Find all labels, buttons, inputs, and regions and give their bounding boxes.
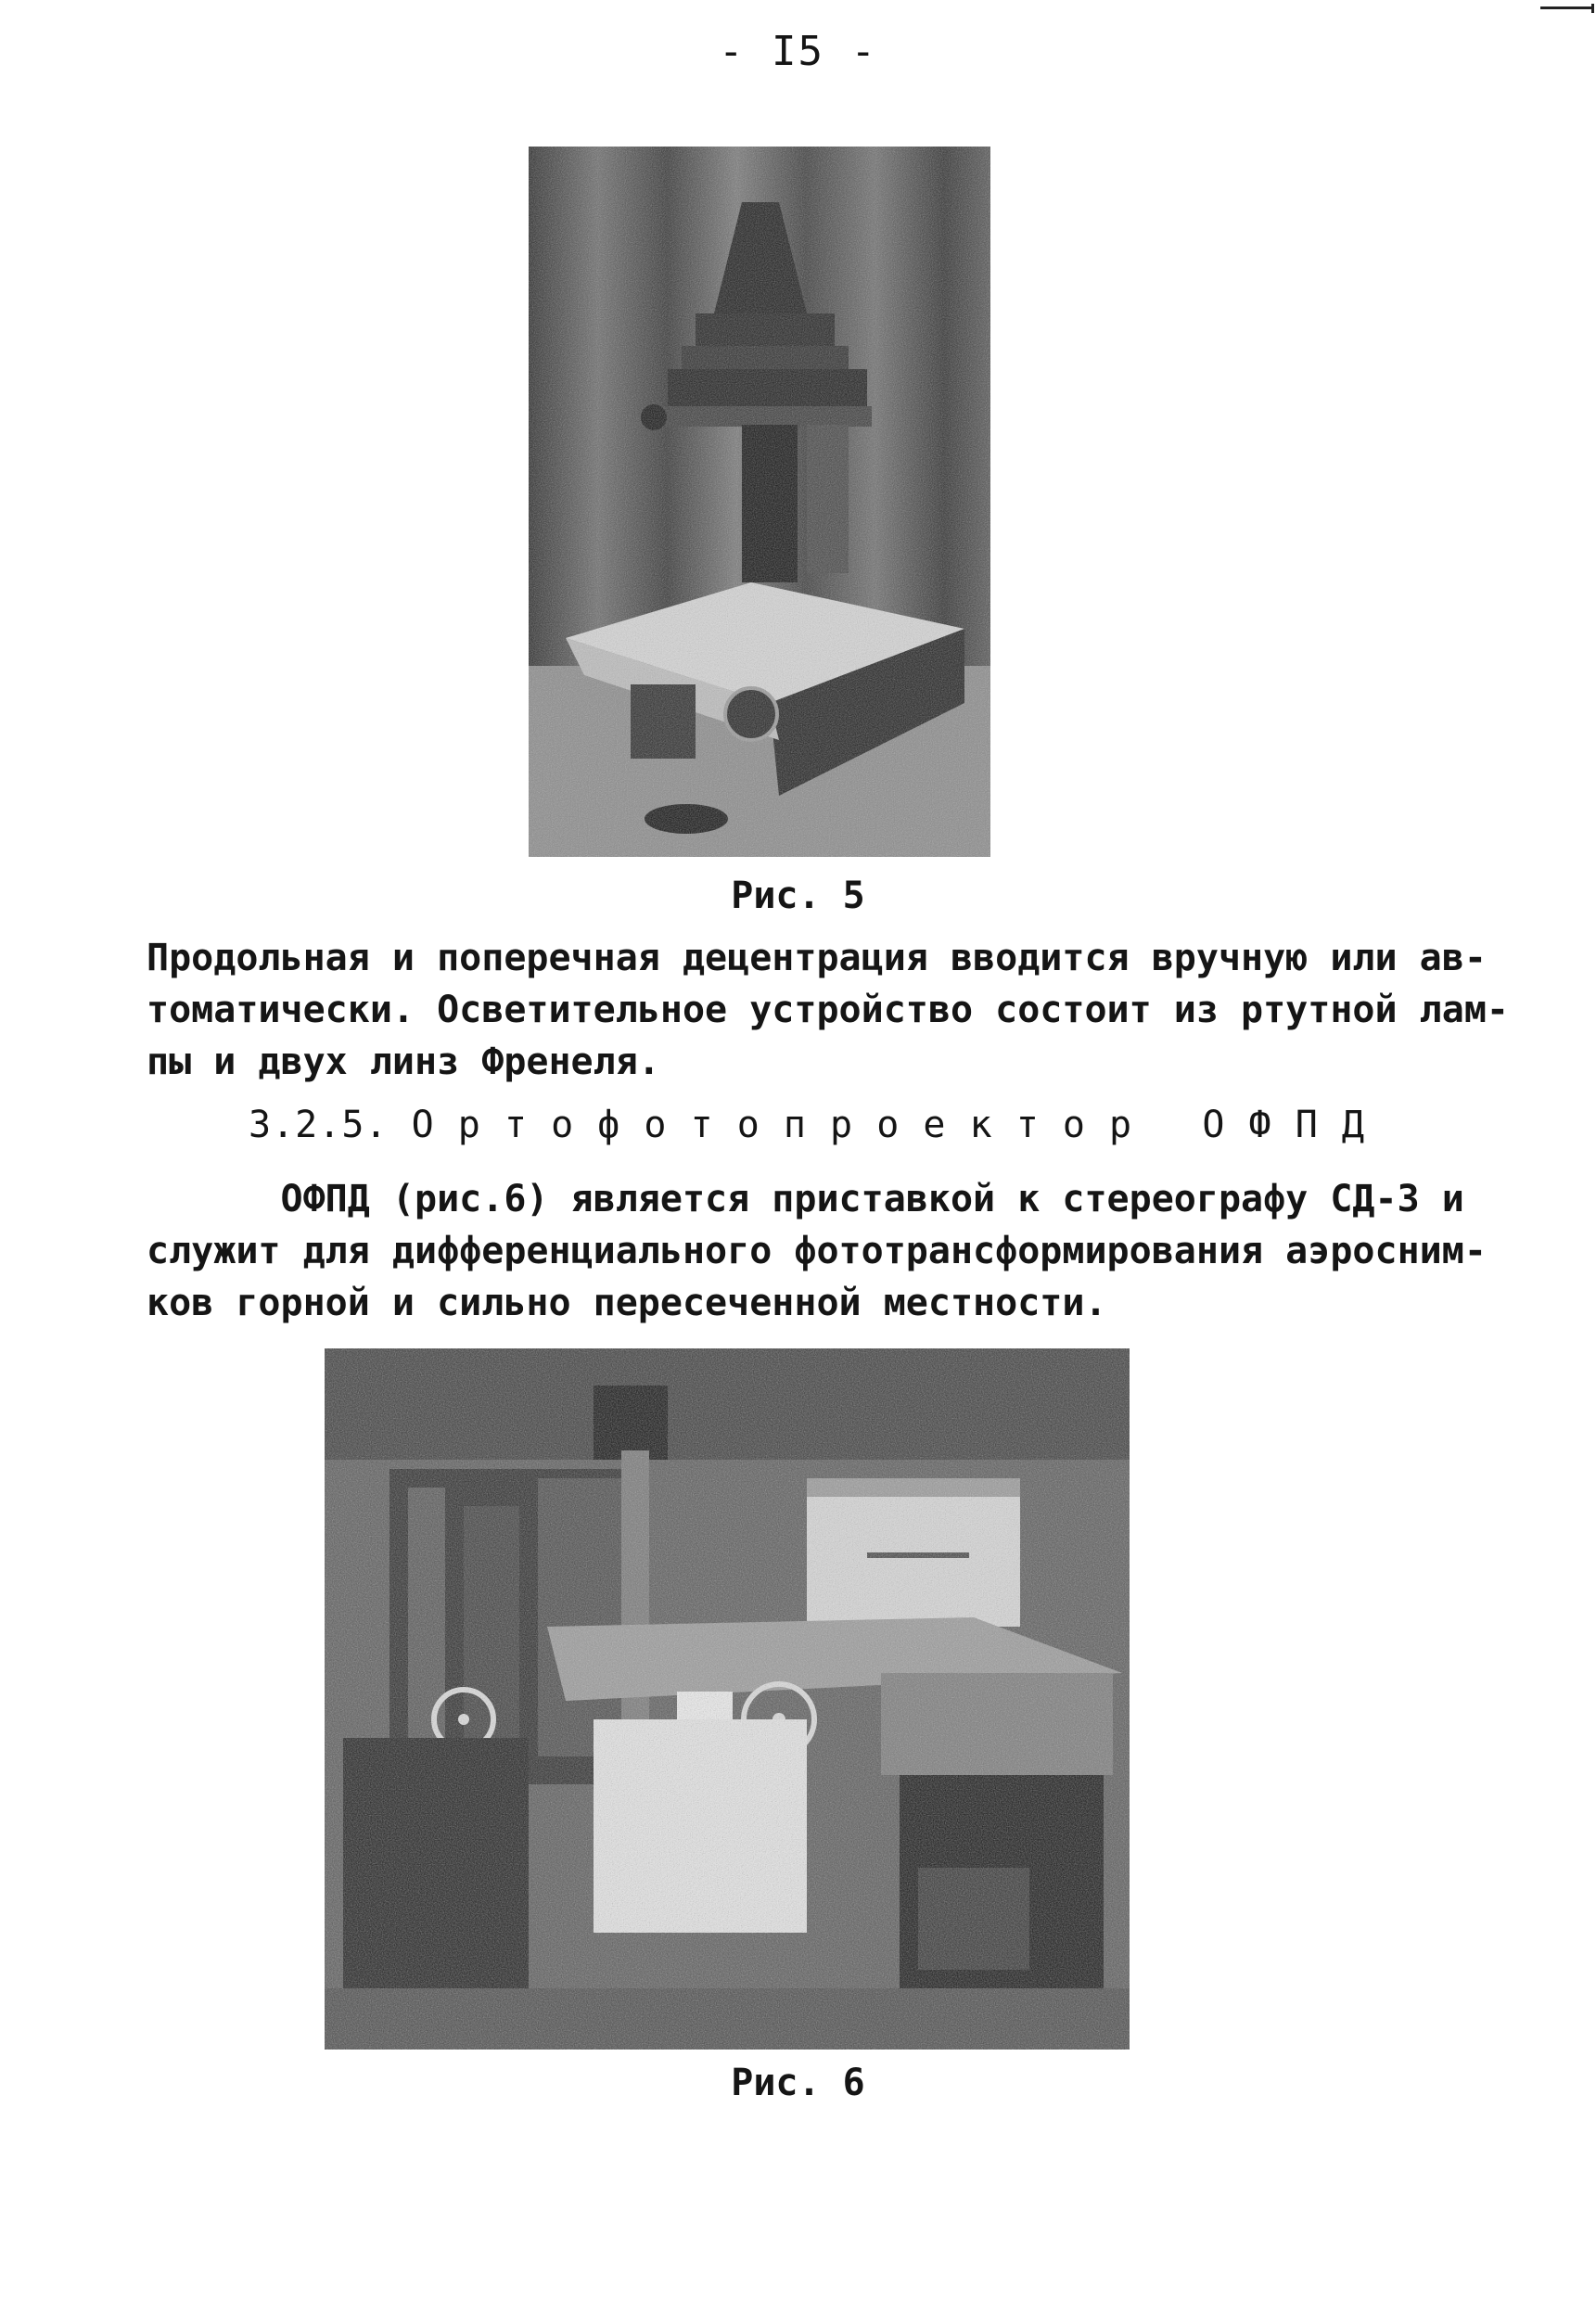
figure-5-caption: Рис. 5 bbox=[731, 875, 865, 917]
section-heading: 3.2.5. О р т о ф о т о п р о е к т о р О Ф П Д bbox=[249, 1104, 1365, 1146]
figure-5-photo bbox=[529, 147, 990, 857]
text-line: служит для дифференциального фототрансформирования аэросним- bbox=[147, 1230, 1487, 1272]
scan-corner-mark bbox=[1539, 0, 1596, 13]
page-number: - I5 - bbox=[719, 28, 877, 75]
text-line: пы и двух линз Френеля. bbox=[147, 1041, 660, 1083]
text-line: Продольная и поперечная децентрация вводится вручную или ав- bbox=[147, 937, 1487, 979]
text-line: ОФПД (рис.6) является приставкой к стереографу СД-3 и bbox=[147, 1178, 1464, 1220]
text-line: ков горной и сильно пересеченной местности. bbox=[147, 1282, 1107, 1324]
paragraph-decentration bbox=[147, 932, 1509, 1088]
figure-6-photo bbox=[325, 1348, 1130, 2050]
text-line: томатически. Осветительное устройство состоит из ртутной лам- bbox=[147, 989, 1510, 1031]
figure-6-caption: Рис. 6 bbox=[731, 2062, 865, 2104]
paragraph-ofpd bbox=[147, 1173, 1487, 1329]
